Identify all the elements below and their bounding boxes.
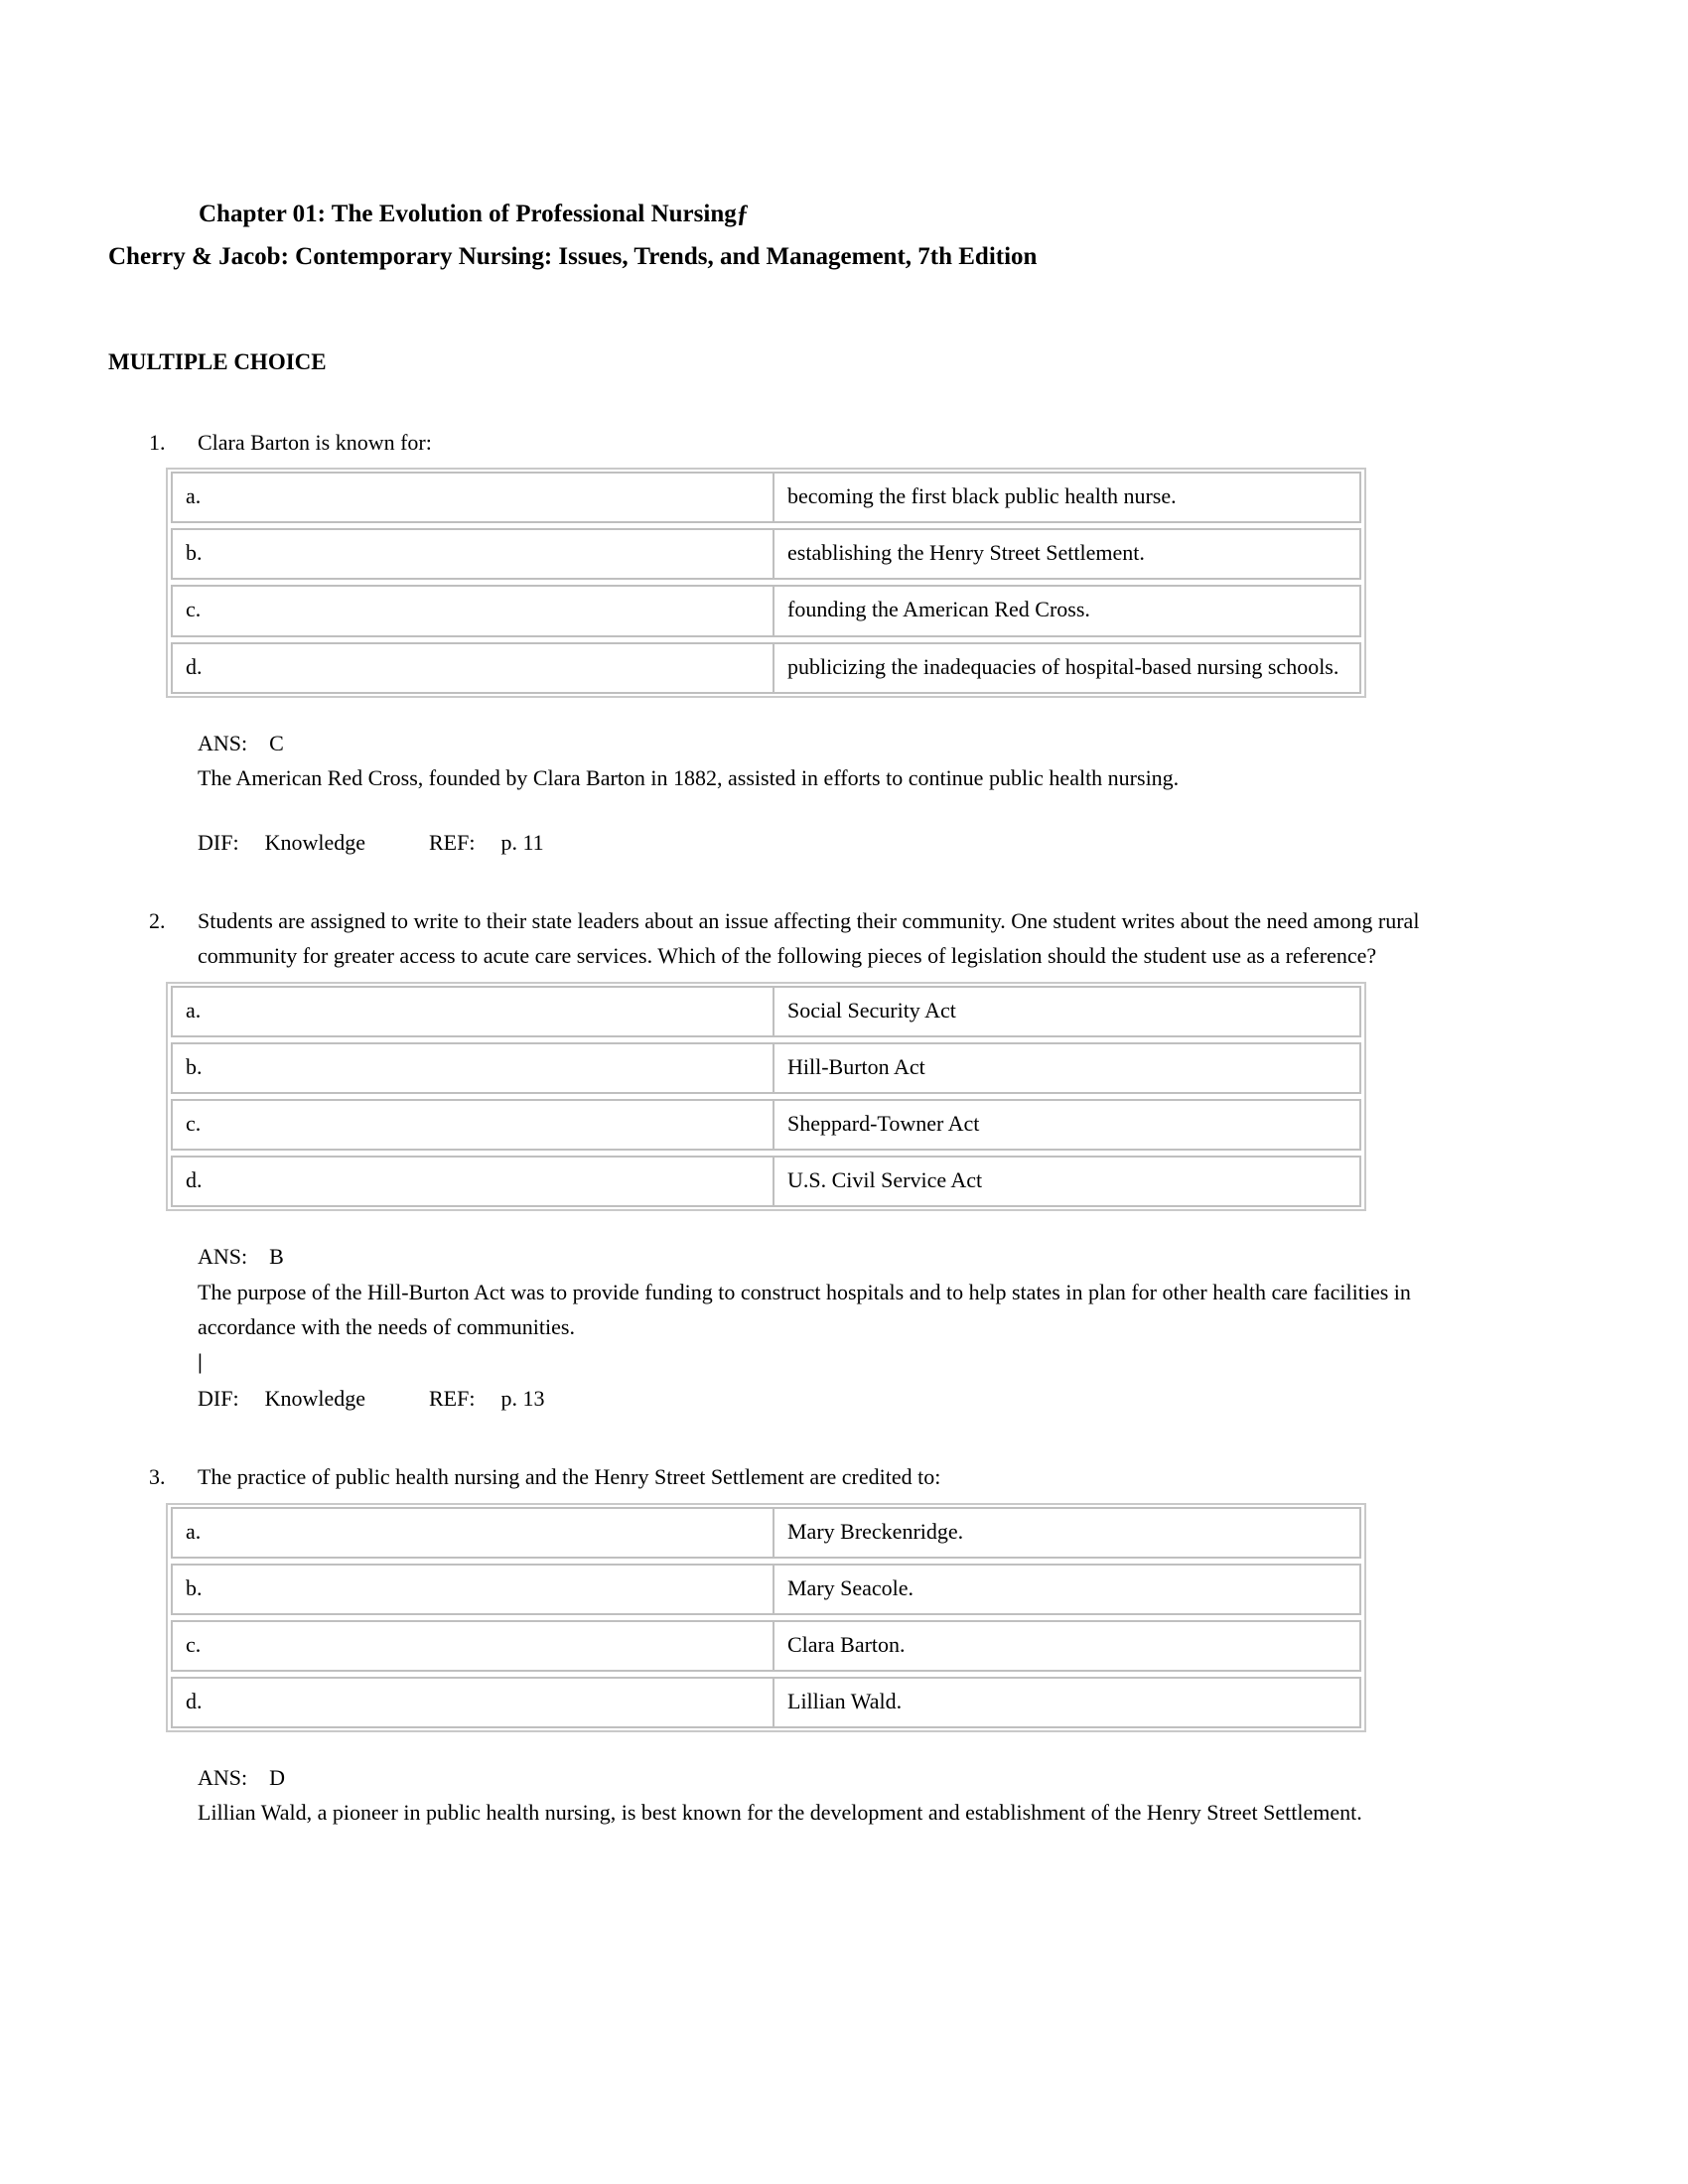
dif-ref-line xyxy=(198,825,1688,860)
option-row-a xyxy=(171,1507,1361,1559)
option-letter: c. xyxy=(173,587,774,634)
answer-label: ANS: xyxy=(198,1244,248,1270)
question-stem: The practice of public health nursing and the Henry Street Settlement are credited to: xyxy=(198,1464,941,1490)
answer-line xyxy=(198,1760,1478,1795)
question-head xyxy=(149,1459,1470,1494)
question-number: 1. xyxy=(149,429,166,455)
answer-value: D xyxy=(269,1765,286,1791)
question-1 xyxy=(0,425,1688,861)
ref-label: REF: xyxy=(428,1386,476,1412)
option-text: U.S. Civil Service Act xyxy=(787,1167,983,1193)
options-table xyxy=(166,982,1366,1212)
option-text: Clara Barton. xyxy=(787,1631,906,1657)
option-row-d xyxy=(171,1677,1361,1728)
answer-block xyxy=(198,1760,1478,1830)
dif-value: Knowledge xyxy=(264,830,365,856)
section-heading: MULTIPLE CHOICE xyxy=(108,349,327,374)
option-text: Mary Breckenridge. xyxy=(787,1518,964,1544)
option-row-c xyxy=(171,585,1361,636)
option-row-b xyxy=(171,528,1361,580)
option-letter: c. xyxy=(173,1622,774,1670)
option-row-a xyxy=(171,986,1361,1037)
answer-value: B xyxy=(269,1244,284,1270)
question-stem: Students are assigned to write to their state leaders about an issue affecting their community. One student writes about the need among rural community for greater access to acute care services. Which of the following pieces of legislation should the student use as a reference? xyxy=(198,908,1420,969)
option-letter: d. xyxy=(173,1158,774,1205)
question-head xyxy=(149,903,1470,973)
dif-label: DIF: xyxy=(198,1386,239,1412)
question-number: 2. xyxy=(149,908,166,934)
question-number: 3. xyxy=(149,1464,166,1490)
ref-value: p. 11 xyxy=(500,830,544,856)
option-letter: d. xyxy=(173,644,774,692)
option-row-d xyxy=(171,642,1361,694)
option-text: founding the American Red Cross. xyxy=(787,597,1090,622)
option-text: publicizing the inadequacies of hospital-based nursing schools. xyxy=(787,653,1339,679)
question-2 xyxy=(0,903,1688,1416)
rationale: Lillian Wald, a pioneer in public health nursing, is best known for the development and establishment of the Henry Street Settlement. xyxy=(198,1800,1362,1826)
dif-label: DIF: xyxy=(198,830,239,856)
option-letter: a. xyxy=(173,474,774,521)
rationale: The American Red Cross, founded by Clara Barton in 1882, assisted in efforts to continue public health nursing. xyxy=(198,764,1180,790)
page-title: Chapter 01: The Evolution of Professional Nursingƒ xyxy=(199,201,750,227)
option-text: Hill-Burton Act xyxy=(787,1053,925,1079)
option-letter: b. xyxy=(173,1566,774,1613)
ref-value: p. 13 xyxy=(500,1386,545,1412)
option-row-d xyxy=(171,1156,1361,1207)
answer-block xyxy=(198,1239,1478,1379)
option-row-c xyxy=(171,1620,1361,1672)
option-text: Sheppard-Towner Act xyxy=(787,1111,980,1137)
option-row-b xyxy=(171,1042,1361,1094)
option-letter: a. xyxy=(173,1509,774,1557)
option-text: Social Security Act xyxy=(787,997,956,1023)
option-text: becoming the first black public health nurse. xyxy=(787,482,1177,508)
options-table xyxy=(166,468,1366,698)
option-row-c xyxy=(171,1099,1361,1151)
answer-value: C xyxy=(269,730,284,755)
ref-label: REF: xyxy=(428,830,476,856)
option-row-b xyxy=(171,1564,1361,1615)
option-text: Lillian Wald. xyxy=(787,1689,903,1714)
stray-cursor-bar: | xyxy=(198,1348,203,1374)
dif-ref-line xyxy=(198,1381,1688,1416)
option-letter: b. xyxy=(173,1044,774,1092)
answer-block xyxy=(198,726,1478,795)
answer-line xyxy=(198,1239,1478,1274)
question-head xyxy=(149,425,1470,460)
option-text: Mary Seacole. xyxy=(787,1574,914,1600)
option-letter: a. xyxy=(173,988,774,1035)
answer-label: ANS: xyxy=(198,1765,248,1791)
answer-line xyxy=(198,726,1478,760)
option-text: establishing the Henry Street Settlement. xyxy=(787,540,1145,566)
answer-label: ANS: xyxy=(198,730,248,755)
question-3 xyxy=(0,1459,1688,1830)
option-letter: b. xyxy=(173,530,774,578)
page-subtitle: Cherry & Jacob: Contemporary Nursing: Issues, Trends, and Management, 7th Edition xyxy=(108,242,1038,270)
dif-value: Knowledge xyxy=(264,1386,365,1412)
option-row-a xyxy=(171,472,1361,523)
option-letter: d. xyxy=(173,1679,774,1726)
options-table xyxy=(166,1503,1366,1733)
question-stem: Clara Barton is known for: xyxy=(198,429,432,455)
rationale: The purpose of the Hill-Burton Act was to provide funding to construct hospitals and to help states in plan for other health care facilities in accordance with the needs of communities. xyxy=(198,1279,1411,1339)
option-letter: c. xyxy=(173,1101,774,1149)
